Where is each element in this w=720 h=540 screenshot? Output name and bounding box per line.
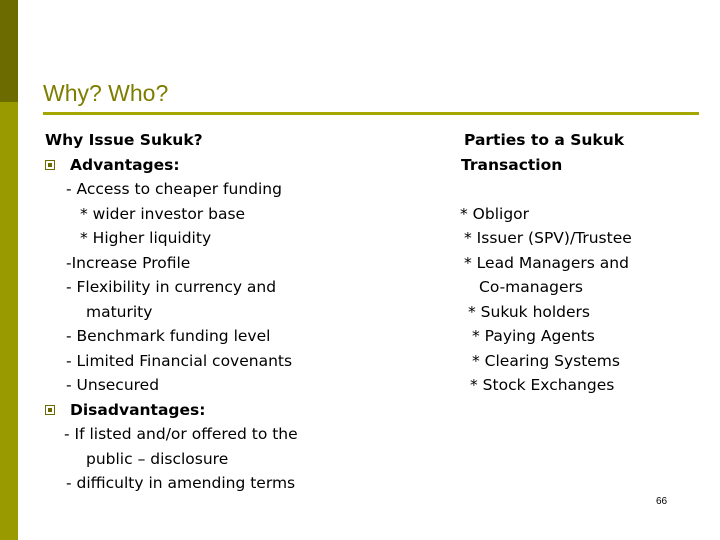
bullet-icon xyxy=(45,160,55,170)
advantage-item: * Higher liquidity xyxy=(80,229,212,247)
side-bar-light xyxy=(0,102,18,540)
party-item: * Lead Managers and xyxy=(464,254,629,272)
why-issue-heading: Why Issue Sukuk? xyxy=(45,131,203,149)
advantage-item: - Access to cheaper funding xyxy=(66,180,282,198)
party-item: * Obligor xyxy=(460,205,530,223)
party-item: * Clearing Systems xyxy=(472,352,620,370)
page-number: 66 xyxy=(656,496,668,507)
party-item: Co-managers xyxy=(479,278,583,296)
advantage-item: - Unsecured xyxy=(66,376,160,394)
advantage-item: maturity xyxy=(86,303,153,321)
disadvantage-item: - If listed and/or offered to the xyxy=(64,425,298,443)
party-item: * Sukuk holders xyxy=(468,303,591,321)
disadvantage-item: - difficulty in amending terms xyxy=(66,474,296,492)
advantage-item: - Flexibility in currency and xyxy=(66,278,277,296)
advantage-item: - Benchmark funding level xyxy=(66,327,271,345)
party-item: * Paying Agents xyxy=(472,327,595,345)
parties-heading: Parties to a Sukuk xyxy=(464,131,625,149)
disadvantage-item: public – disclosure xyxy=(86,450,229,468)
slide-title: Why? Who? xyxy=(43,80,169,106)
bullet-icon xyxy=(45,405,55,415)
party-item: * Issuer (SPV)/Trustee xyxy=(464,229,632,247)
advantage-item: -Increase Profile xyxy=(66,254,191,272)
side-bar-dark xyxy=(0,0,18,102)
disadvantages-label: Disadvantages: xyxy=(70,401,206,419)
advantages-label: Advantages: xyxy=(70,156,180,174)
advantage-item: - Limited Financial covenants xyxy=(66,352,293,370)
advantage-item: * wider investor base xyxy=(80,205,246,223)
title-underline xyxy=(43,112,699,115)
party-item: * Stock Exchanges xyxy=(470,376,615,394)
parties-heading-cont: Transaction xyxy=(461,156,563,174)
